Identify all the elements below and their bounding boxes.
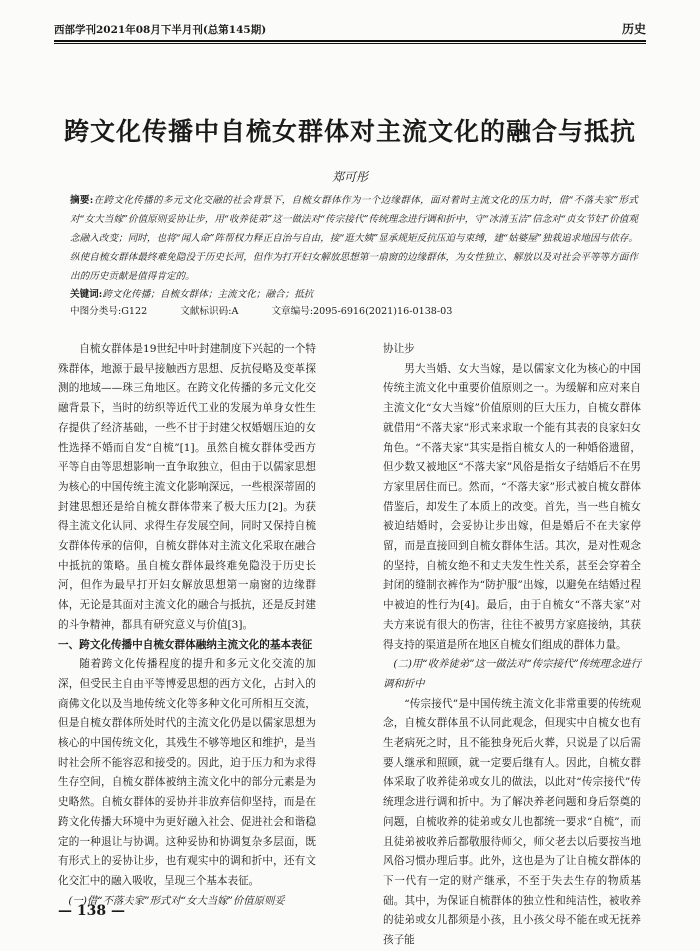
classification-line bbox=[70, 304, 638, 320]
author-name: 郑可彤 bbox=[331, 170, 368, 184]
body-column-left bbox=[58, 340, 316, 911]
subsection-heading: (一)借“不落夫家”形式对“女大当嫁”价值原则妥 bbox=[68, 894, 285, 907]
paragraph: 协让步 bbox=[383, 343, 415, 355]
header-rule-thin bbox=[54, 43, 646, 44]
paragraph: 随着跨文化传播程度的提升和多元文化交流的加深，但受民主自由平等博爱思想的西方文化，占封入的商佛文化以及当地传统文化等多种文化可所相互交流，但是自梳女群体所处时代的主流文化仍是以儒家思想为核心的中国传统文化，其残生不够等地区和维护，是当时社会所不能容忍和接受的。因此，迫于压力和为求得生存空间，自梳女群体被纳主流文化中的部分元素是为史略然。自梳女群体的妥协并非放弃信仰坚持，而是在跨文化传播大环境中为更好融入社会、促进社会和谐稳定的一种退让与协调。这种妥协和协调复杂多层面，既有形式上的妥协让步，也有观实中的调和折中，还有文化交汇中的融入吸收，呈现三个基本表征。 bbox=[58, 658, 316, 887]
section-label: 历史 bbox=[621, 22, 646, 36]
paragraph: 自梳女群体是19世纪中叶封建制度下兴起的一个特殊群体，地源于最早接触西方思想、反抗侵略及变革探测的地域——珠三角地区。在跨文化传播的多元文化交融背景下，当时的纺织等近代工业的发展为单身女性生存提供了经济基础，一些不甘于封建父权婚姻压迫的女性选择不婚而自发“自梳”[1]。虽然自梳女群体受西方平等自由等思想影响一直争取独立，但由于以儒家思想为核心的中国传统主流文化影响深远，一些根深蒂固的封建思想还是给自梳女群体带来了极大压力[2]。为获得主流文化认同、求得生存发展空间，同时又保持自梳女群体传承的信仰，自梳女群体对主流文化采取在融合中抵抗的策略。虽自梳女群体最终难免隐没于历史长河，但作为最早打开妇女解放思想第一扇窗的边缘群体，无论是其面对主流文化的融合与抵抗，还是反封建的斗争精神，都具有研究意义与价值[3]。 bbox=[58, 343, 316, 631]
keywords-label: 关键词: bbox=[70, 289, 103, 300]
paragraph: “传宗接代”是中国传统主流文化非常重要的传统观念，自梳女群体虽不认同此观念，但现实中自梳女也有生老病死之时，且不能独身死后火葬，只说是了以后需要人继承和照顾，就一定要后继有人。因此，自梳女群体采取了收养徒弟或女儿的做法，以此对“传宗接代”传统理念进行调和折中。为了解决养老问题和身后祭奠的问题，自梳收养的徒弟或女儿也都统一要求“自梳”，而且徒弟被收养后都敬服待师父，师父老去以后要按当地风俗习惯办理后事。此外，这也是为了让自梳女群体的下一代有一定的财产继承，不至于失去生存的物质基础。其中，为保证自梳群体的独立性和纯洁性，被收养的徒弟或女儿都须是小孩，且小孩父母不能在或无抚养孩子能 bbox=[383, 697, 641, 947]
article-title: 跨文化传播中自梳女群体对主流文化的融合与抵抗 bbox=[63, 117, 636, 146]
section-heading: 一、跨文化传播中自梳女群体融纳主流文化的基本表征 bbox=[58, 638, 313, 651]
subsection-heading: (二)用“收养徒弟”这一做法对“传宗接代”传统理念进行调和折中 bbox=[383, 658, 641, 690]
abstract-label: 摘要: bbox=[70, 195, 94, 206]
keywords bbox=[70, 285, 638, 304]
page-number: — 138 — bbox=[58, 903, 125, 919]
keywords-text: 跨文化传播；自梳女群体；主流文化；融合；抵抗 bbox=[102, 289, 314, 300]
article-number: 文章编号:2095-6916(2021)16-0138-03 bbox=[271, 306, 453, 317]
document-code: 文献标识码:A bbox=[180, 306, 239, 317]
clc-number: 中图分类号:G122 bbox=[70, 306, 148, 317]
abstract bbox=[70, 191, 638, 286]
paragraph: 男大当婚、女大当嫁，是以儒家文化为核心的中国传统主流文化中重要价值原则之一。为缓解和应对来自主流文化“女大当嫁”价值原则的巨大压力，自梳女群体就借用“不落夫家”形式来求取一个能有其表的良家妇女角色。“不落夫家”其实是指自梳女人的一种婚俗遗留，但少数又被地区“不落夫家”风俗是指女子结婚后不在男方家里居住而已。然而，“不落夫家”形式被自梳女群体借鉴后，却发生了本质上的改变。首先，当一些自梳女被迫结婚时，会妥协让步出嫁，但是婚后不在夫家停留，而是直接回到自梳女群体生活。其次，是对性观念的坚持，自梳女绝不和丈夫发生性关系，甚至会穿着全封闭的缝制衣裤作为“防护服”出嫁，以避免在结婚过程中被迫的性行为[4]。最后，由于自梳女“不落夫家”对夫方来说有很大的伤害，往往不被男方家庭接纳，其获得支持的渠道是所在地区自梳女们组成的群体力量。 bbox=[383, 362, 641, 651]
journal-issue-line: 西部学刊2021年08月下半月刊(总第145期) bbox=[54, 24, 267, 36]
body-column-right bbox=[383, 340, 641, 951]
abstract-text: 在跨文化传播的多元文化交融的社会背景下，自梳女群体作为一个边缘群体，面对着时主流文化的压力时，借“不落夫家”形式对“女大当嫁”价值原则妥协让步，用“收养徒弟”这一做法对“传宗接代”传统理念进行调和折中，守“冰清玉洁”信念对“贞女节妇”价值观念融入改变；同时，也将“闻人命”阵帮权力释正自治与自由，接“逛大姨”显承规矩反抗压迫与束缚，建“姑婆屋”独栽追求地因与依存。纵使自梳女群体最终难免隐没于历史长河，但作为打开妇女解放思想第一扇窗的边缘群体，为女性独立、解放以及对社会平等等方面作出的历史贡献是值得肯定的。 bbox=[70, 195, 639, 282]
header-rule bbox=[54, 40, 646, 42]
running-header bbox=[54, 20, 646, 42]
